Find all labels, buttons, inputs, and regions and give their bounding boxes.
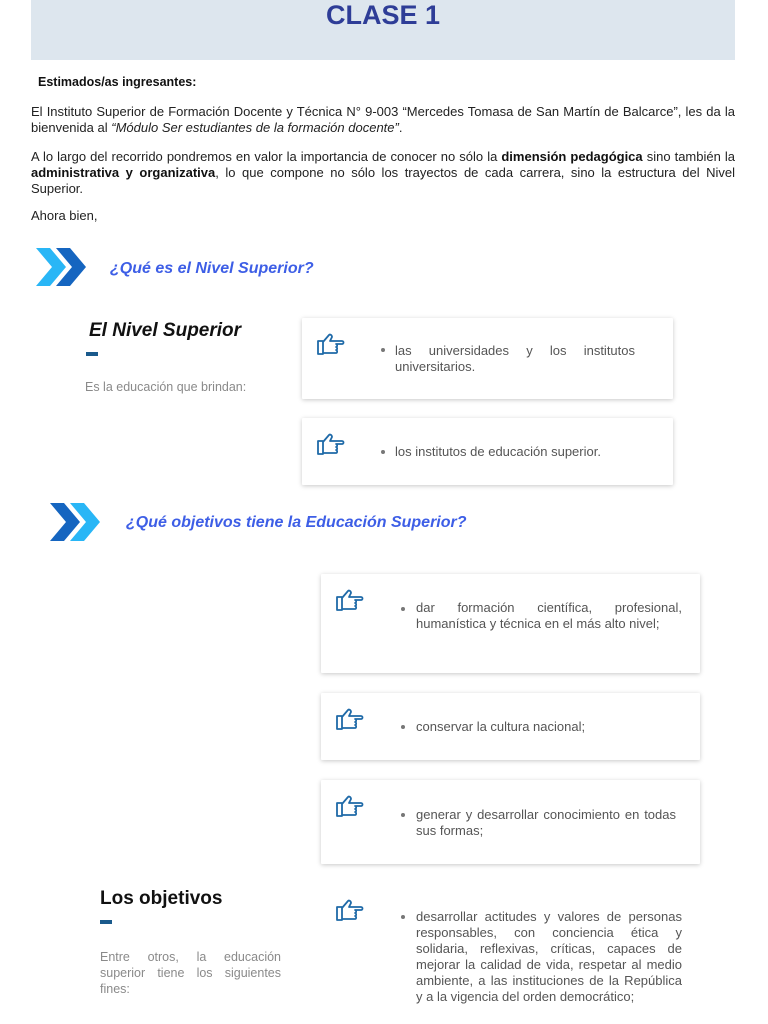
objetivo-item-3: generar y desarrollar conocimiento en todas sus formas; (416, 807, 676, 838)
title-underline (100, 920, 112, 924)
section-desc-nivel: Es la educación que brindan: (85, 380, 247, 394)
p2-bold-2: administrativa y organizativa (31, 165, 216, 180)
page-header (31, 0, 735, 60)
page-title: CLASE 1 (325, 0, 441, 30)
objetivo-item-2: conservar la cultura nacional; (416, 719, 586, 734)
intro-paragraph-2 (31, 149, 735, 197)
intro-paragraph-3: Ahora bien, (31, 208, 98, 223)
pointing-hand-icon (335, 707, 365, 731)
section-title-nivel: El Nivel Superior (89, 320, 242, 341)
bullet (401, 915, 405, 919)
bullet (381, 450, 385, 454)
bullet (401, 725, 405, 729)
section-title-objetivos: Los objetivos (100, 888, 223, 909)
p2-text-a: A lo largo del recorrido pondremos en valor la importancia de conocer no sólo la (31, 149, 502, 164)
list-item (302, 318, 673, 399)
bullet (401, 813, 405, 817)
pointing-hand-icon (335, 588, 365, 612)
p1-end: . (398, 120, 403, 135)
intro-paragraph-1 (31, 104, 735, 136)
question-nivel-superior: ¿Qué es el Nivel Superior? (110, 260, 314, 277)
p2-text-d: , lo que compone no sólo los trayectos de cada carrera, sino la estructura del Nivel Superior. (31, 165, 735, 196)
p2-bold-1: dimensión pedagógica (501, 149, 643, 164)
list-item (302, 418, 673, 485)
nivel-item-1: las universidades y los institutos universitarios. (395, 343, 635, 374)
bullet (381, 348, 385, 352)
nivel-item-2: los institutos de educación superior. (395, 444, 601, 459)
p1-text: El Instituto Superior de Formación Docente y Técnica N° 9-003 “Mercedes Tomasa de San Martín de Balcarce”, les da la bienvenida al (31, 104, 735, 135)
greeting: Estimados/as ingresantes: (38, 75, 197, 89)
pointing-hand-icon (335, 794, 365, 818)
objetivo-item-4: desarrollar actitudes y valores de personas responsables, con conciencia ética y solidaria, reflexivas, críticas, capaces de mejorar la calidad de vida, respetar al medio ambiente, a las instituciones de la República y a la vigencia del orden democrático; (416, 909, 682, 1004)
pointing-hand-icon (335, 898, 365, 922)
double-chevron-icon (50, 503, 102, 541)
list-item (321, 574, 700, 673)
list-item (321, 693, 700, 760)
question-objetivos: ¿Qué objetivos tiene la Educación Superior? (126, 514, 467, 531)
pointing-hand-icon (316, 432, 346, 456)
pointing-hand-icon (316, 332, 346, 356)
bullet (401, 607, 405, 611)
title-underline (86, 352, 98, 356)
section-desc-objetivos: Entre otros, la educación superior tiene los siguientes fines: (100, 950, 281, 996)
p1-module-name: “Módulo Ser estudiantes de la formación docente” (111, 120, 399, 135)
double-chevron-icon (36, 248, 88, 286)
p2-text-c: sino también la (642, 149, 735, 164)
objetivo-item-1: dar formación científica, profesional, humanística y técnica en el más alto nivel; (416, 600, 682, 631)
list-item (321, 780, 700, 864)
